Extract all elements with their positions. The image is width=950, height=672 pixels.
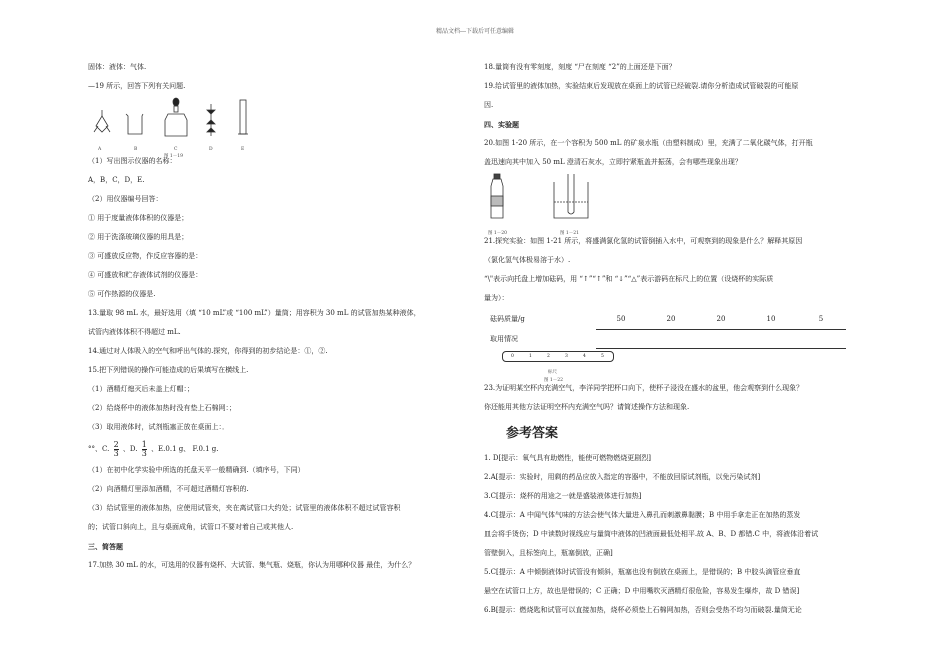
text-fragment: 、E.0.1 g、 F.0.1 g.: [151, 445, 219, 453]
text-line: （3）给试管里的液体加热，应使用试管夹，夹在离试管口大约处；试管里的液体体积不超过试管容积: [88, 504, 401, 512]
table-cell: 50: [596, 310, 646, 330]
numerator: 2: [113, 439, 119, 449]
text-line: 20.如图 1-20 所示，在一个容积为 500 mL 的矿泉水瓶（由塑料制成）里，充满了二氧化碳气体，打开瓶: [484, 139, 813, 147]
answer-line: 管壁倒入，且标签向上，瓶塞倒放，正确]: [484, 549, 613, 557]
denominator: 3: [141, 448, 147, 458]
ruler-tick: 2: [547, 354, 550, 359]
bottle-and-test-tube-illustration: [484, 172, 624, 224]
ruler-label: 标尺: [548, 370, 557, 375]
text-line: —19 所示，回答下列有关问题.: [88, 82, 186, 90]
table-cell: 20: [646, 310, 696, 330]
ruler-tick: 5: [601, 354, 604, 359]
text-fragment: 、D.: [122, 445, 138, 453]
fig-label: D: [209, 147, 213, 152]
answers-heading: 参考答案: [506, 426, 559, 441]
figure-caption: 图 1－21: [560, 231, 580, 236]
table-cell: 10: [746, 310, 796, 330]
plastic-bottle-icon: [491, 174, 503, 218]
text-fragment: °°、C.: [88, 445, 110, 453]
text-line: （2）给烧杯中的液体加热时没有垫上石棉网：；: [88, 404, 236, 412]
ruler-tick: 3: [565, 354, 568, 359]
text-line: 量为）：: [484, 294, 509, 302]
text-line: “\"表示向托盘上增加砝码，用 “↑”“↑”和 “↓”“△”表示游码在标尺上的位置（设烧杯的实际质: [484, 275, 774, 283]
table-header: 取用情况: [490, 334, 518, 343]
fraction-two-thirds: [114, 441, 119, 458]
text-line: ① 用于度量液体体积的仪器是；: [88, 214, 189, 222]
text-line: （2）向酒精灯里添加酒精，不可超过酒精灯容积的.: [88, 485, 249, 493]
text-line: ③ 可盛放反应物，作反应容器的是：: [88, 252, 203, 260]
text-line: 17.加热 30 mL 的水，可选用的仪器有烧杯、大试管、集气瓶、烧瓶，你认为用哪种仪器 最佳，为什么？: [88, 561, 416, 569]
ruler-tick: 0: [511, 354, 514, 359]
text-line: （1）在初中化学实验中所选的托盘天平一般精确到.（填序号，下同）: [88, 466, 305, 474]
section-heading: 四、实验题: [484, 120, 519, 129]
denominator: 3: [113, 448, 119, 458]
answer-line: 1. D[提示：氧气具有助燃性，能使可燃物燃烧更剧烈]: [484, 454, 651, 462]
answer-line: 5.C[提示：A 中倾倒液体时试管没有倾斜，瓶塞也没有倒放在桌面上，是错误的；B 中胶头滴管应垂直: [484, 568, 801, 576]
numerator: 1: [141, 439, 147, 449]
section-heading: 三、简答题: [88, 542, 123, 551]
weights-table: [484, 310, 846, 349]
text-line: （氯化氢气体极易溶于水）.: [484, 256, 571, 264]
fraction-options-line: [88, 437, 458, 461]
answer-line: 皿会将手烫伤；D 中读数时视线应与量筒中液体的凹液面最低处相平.故 A、B、D 都错.C 中，将液体沿着试: [484, 530, 819, 538]
text-line: ② 用于洗涤玻璃仪器的用具是；: [88, 233, 189, 241]
page-header: 精品文档---下载后可任意编辑: [435, 28, 515, 35]
figure-caption: 图 1－19: [164, 154, 184, 159]
ruler-tick: 1: [529, 354, 532, 359]
text-line: （1）酒精灯熄灭后未盖上灯帽：；: [88, 385, 194, 393]
text-line: A，B，C，D，E.: [88, 176, 145, 184]
text-line: （1）写出图示仪器的名称：: [88, 157, 177, 165]
figure-caption: 图 1－22: [544, 378, 564, 383]
right-column: [484, 58, 864, 620]
lab-apparatus-illustration: [88, 96, 278, 152]
table-cell: 20: [696, 310, 746, 330]
answer-line: 3.C[提示：烧杯的用途之一就是盛装液体进行加热]: [484, 492, 642, 500]
text-line: 的；试管口斜向上，且与桌面成角，试管口不要对着自己或其他人.: [88, 523, 294, 531]
table-header: 砝码质量/g: [490, 315, 525, 324]
fig-label: E: [241, 147, 245, 152]
apparatus-a-icon: [94, 110, 110, 132]
apparatus-b-beaker-icon: [126, 114, 143, 134]
text-line: （2）用仪器编号回答：: [88, 195, 163, 203]
table-cell: [596, 330, 646, 349]
fraction-one-third: [142, 441, 147, 458]
figures-1-20-1-21: [484, 172, 864, 236]
answer-line: 悬空在试管口上方，故也是错误的；C 正确；D 中用嘴吹灭酒精灯很危险，容易发生爆炸，故 D 错误]: [484, 587, 800, 595]
table-cell: 5: [796, 310, 846, 330]
text-line: 21.探究实验：如图 1-21 所示，将盛满氯化氢的试管倒插入水中，可观察到的现象是什么？解释其原因: [484, 237, 803, 245]
text-line: 19.给试管里的液体加热，实验结束后发现放在桌面上的试管已经破裂.请你分析造成试管破裂的可能原: [484, 82, 799, 90]
ruler-tick: 4: [583, 354, 586, 359]
answer-line: 6.B[提示：燃烧匙和试管可以直接加热，烧杯必须垫上石棉网加热，否则会受热不均匀而破裂.量筒无论: [484, 606, 802, 614]
text-line: ⑤ 可作热源的仪器是.: [88, 290, 156, 298]
text-line: 14.通过对人体吸入的空气和呼出气体的.探究，你得到的初步结论是：①，②.: [88, 347, 328, 355]
figure-caption: 图 1－20: [488, 231, 508, 236]
table-cell: [696, 330, 746, 349]
answer-line: 2.A[提示：实验时，用剩的药品应放入指定的容器中，不能放回原试剂瓶，以免污染试剂]: [484, 473, 761, 481]
table-cell: [796, 330, 846, 349]
left-column: [88, 58, 458, 575]
text-line: （3）取用液体时，试剂瓶塞正放在桌面上：．: [88, 423, 229, 431]
text-line: 固体：液体：气体.: [88, 63, 147, 71]
text-line: 试管内液体体积不得超过 mL.: [88, 328, 181, 336]
fig-label: A: [98, 147, 102, 152]
answer-line: 4.C[提示：A 中闻气体气味的方法会使气体大量进入鼻孔而刺激鼻黏膜；B 中用手拿走正在加热的蒸发: [484, 511, 801, 519]
text-line: 因.: [484, 101, 494, 109]
figure-1-22: [484, 349, 864, 383]
apparatus-e-cylinder-icon: [238, 100, 248, 134]
text-line: 盖迅速向其中加入 50 mL 澄清石灰水，立即拧紧瓶盖并振荡，会有哪些现象出现？: [484, 158, 742, 166]
text-line: 23.为证明某空杯内充满空气，李洋同学把杯口向下，使杯子浸没在盛水的盆里，他会观察到什么现象？: [484, 384, 804, 392]
apparatus-c-bottle-icon: [165, 98, 187, 136]
text-line: 15.把下列错误的操作可能造成的后果填写在横线上.: [88, 366, 249, 374]
fig-label: C: [174, 147, 178, 152]
text-line: ④ 可盛放和贮存液体试剂的仪器是：: [88, 271, 203, 279]
table-cell: [646, 330, 696, 349]
apparatus-d-burette-icon: [207, 104, 215, 136]
figure-1-19: [88, 96, 458, 159]
table-cell: [746, 330, 796, 349]
text-line: 13.量取 98 mL 水，最好选用（填 “10 mL”或 “100 mL”）量筒；用容积为 30 mL 的试管加热某种液体，: [88, 309, 421, 317]
text-line: 你还能用其他方法证明空杯内充满空气吗？请简述操作方法和现象.: [484, 403, 690, 411]
fig-label: B: [134, 147, 138, 152]
text-line: 18.量筒有没有零刻度，刻度 “尸在刻度 “2”的上面还是下面？: [484, 63, 676, 71]
ruler: [502, 351, 614, 362]
inverted-test-tube-beaker-icon: [554, 174, 588, 218]
